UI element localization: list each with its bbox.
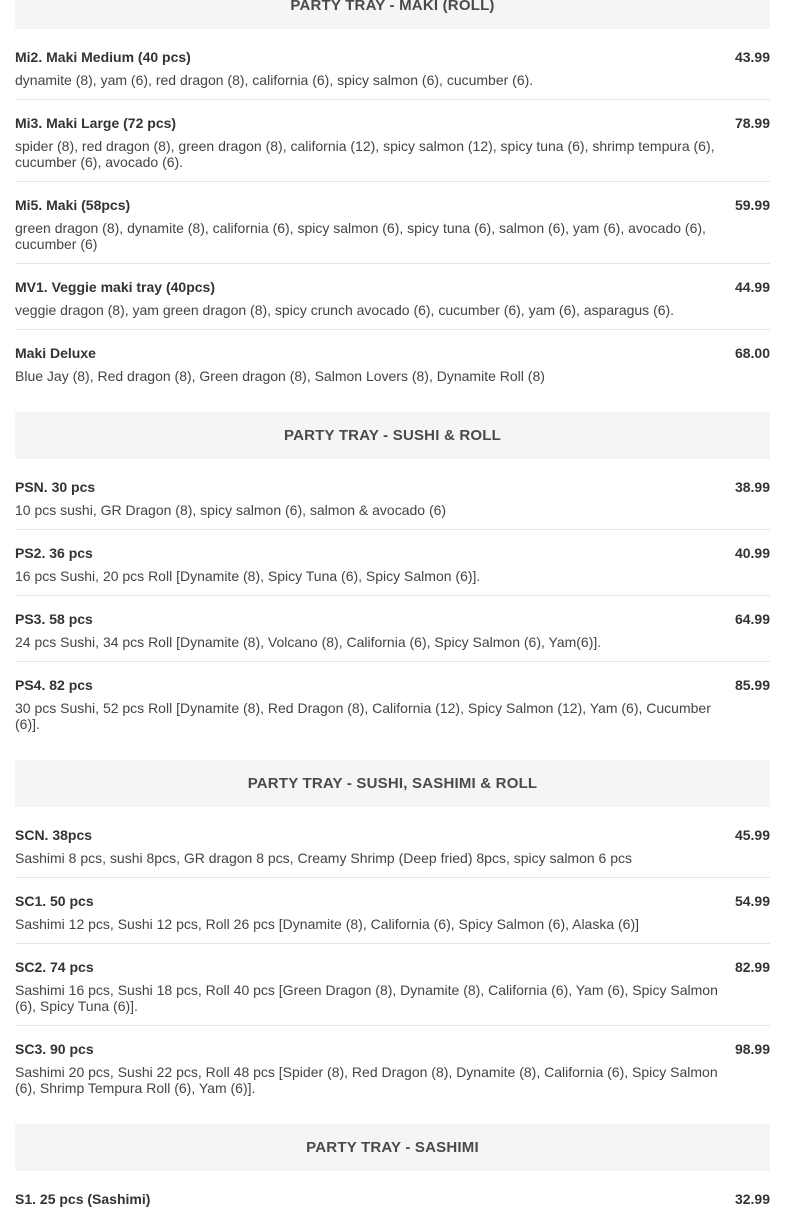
item-name: PS4. 82 pcs <box>15 677 93 693</box>
item-price: 32.99 <box>734 1191 770 1207</box>
item-name: Maki Deluxe <box>15 345 96 361</box>
menu-item[interactable] <box>15 596 770 662</box>
item-price: 68.00 <box>734 345 770 361</box>
menu-item[interactable] <box>15 1176 770 1225</box>
item-description: Blue Jay (8), Red dragon (8), Green dragon (8), Salmon Lovers (8), Dynamite Roll (8) <box>15 368 545 384</box>
item-price: 85.99 <box>734 677 770 693</box>
menu-item[interactable] <box>15 944 770 1026</box>
item-description: 24 pcs Sushi, 34 pcs Roll [Dynamite (8), Volcano (8), California (6), Spicy Salmon (6), Yam(6)]. <box>15 634 602 650</box>
item-description: Sashimi 20 pcs, Sushi 22 pcs, Roll 48 pcs [Spider (8), Red Dragon (8), Dynamite (8), California (6), Spicy Salmon (6), Shrimp Tempura Roll (6), Yam (6)]. <box>15 1064 718 1096</box>
section-header: PARTY TRAY - MAKI (ROLL) <box>15 0 770 29</box>
item-price: 82.99 <box>734 959 770 975</box>
item-description: 30 pcs Sushi, 52 pcs Roll [Dynamite (8), Red Dragon (8), California (12), Spicy Salmon (12), Yam (6), Cucumber (6)]. <box>15 700 711 732</box>
item-price: 44.99 <box>734 279 770 295</box>
item-price: 45.99 <box>734 827 770 843</box>
item-name: MV1. Veggie maki tray (40pcs) <box>15 279 215 295</box>
menu-item[interactable] <box>15 878 770 944</box>
section-header: PARTY TRAY - SUSHI & ROLL <box>15 412 770 459</box>
item-price: 78.99 <box>734 115 770 131</box>
menu-item[interactable] <box>15 100 770 182</box>
item-description: Sashimi 16 pcs, Sushi 18 pcs, Roll 40 pcs [Green Dragon (8), Dynamite (8), California (6), Yam (6), Spicy Salmon (6), Spicy Tuna (6)]. <box>15 982 718 1014</box>
menu-section <box>15 412 770 743</box>
item-name: S1. 25 pcs (Sashimi) <box>15 1191 151 1207</box>
menu-item[interactable] <box>15 464 770 530</box>
item-description: 16 pcs Sushi, 20 pcs Roll [Dynamite (8), Spicy Tuna (6), Spicy Salmon (6)]. <box>15 568 481 584</box>
menu-item[interactable] <box>15 662 770 743</box>
item-price: 40.99 <box>734 545 770 561</box>
item-price: 64.99 <box>734 611 770 627</box>
item-price: 54.99 <box>734 893 770 909</box>
item-name: Mi5. Maki (58pcs) <box>15 197 131 213</box>
menu-section <box>15 1124 770 1225</box>
item-name: Mi3. Maki Large (72 pcs) <box>15 115 177 131</box>
item-description: Sashimi 8 pcs, sushi 8pcs, GR dragon 8 pcs, Creamy Shrimp (Deep fried) 8pcs, spicy salmon 6 pcs <box>15 850 633 866</box>
menu-section <box>15 760 770 1107</box>
item-description: 10 pcs sushi, GR Dragon (8), spicy salmon (6), salmon & avocado (6) <box>15 502 447 518</box>
item-description: spider (8), red dragon (8), green dragon (8), california (12), spicy salmon (12), spicy tuna (6), shrimp tempura (6), cucumber (6), avocado (6). <box>15 138 715 170</box>
item-name: PSN. 30 pcs <box>15 479 96 495</box>
menu-item[interactable] <box>15 812 770 878</box>
item-name: SC2. 74 pcs <box>15 959 94 975</box>
item-description: dynamite (8), yam (6), red dragon (8), california (6), spicy salmon (6), cucumber (6). <box>15 72 534 88</box>
menu-item[interactable] <box>15 182 770 264</box>
item-price: 38.99 <box>734 479 770 495</box>
item-price: 43.99 <box>734 49 770 65</box>
item-price: 59.99 <box>734 197 770 213</box>
menu-page <box>15 0 770 1225</box>
item-name: PS2. 36 pcs <box>15 545 93 561</box>
section-header: PARTY TRAY - SASHIMI <box>15 1124 770 1171</box>
item-price: 98.99 <box>734 1041 770 1057</box>
item-name: SC3. 90 pcs <box>15 1041 94 1057</box>
menu-item[interactable] <box>15 34 770 100</box>
menu-item[interactable] <box>15 330 770 395</box>
item-description: green dragon (8), dynamite (8), california (6), spicy salmon (6), spicy tuna (6), salmon (6), yam (6), avocado (6), cucumber (6) <box>15 220 706 252</box>
item-name: SCN. 38pcs <box>15 827 93 843</box>
item-name: PS3. 58 pcs <box>15 611 93 627</box>
item-description: Sashimi 12 pcs, Sushi 12 pcs, Roll 26 pcs [Dynamite (8), California (6), Spicy Salmon (6), Alaska (6)] <box>15 916 640 932</box>
menu-section <box>15 0 770 395</box>
item-name: SC1. 50 pcs <box>15 893 94 909</box>
menu-item[interactable] <box>15 1026 770 1107</box>
menu-item[interactable] <box>15 530 770 596</box>
item-name: Mi2. Maki Medium (40 pcs) <box>15 49 191 65</box>
item-description: veggie dragon (8), yam green dragon (8), spicy crunch avocado (6), cucumber (6), yam (6), asparagus (6). <box>15 302 675 318</box>
section-header: PARTY TRAY - SUSHI, SASHIMI & ROLL <box>15 760 770 807</box>
menu-item[interactable] <box>15 264 770 330</box>
